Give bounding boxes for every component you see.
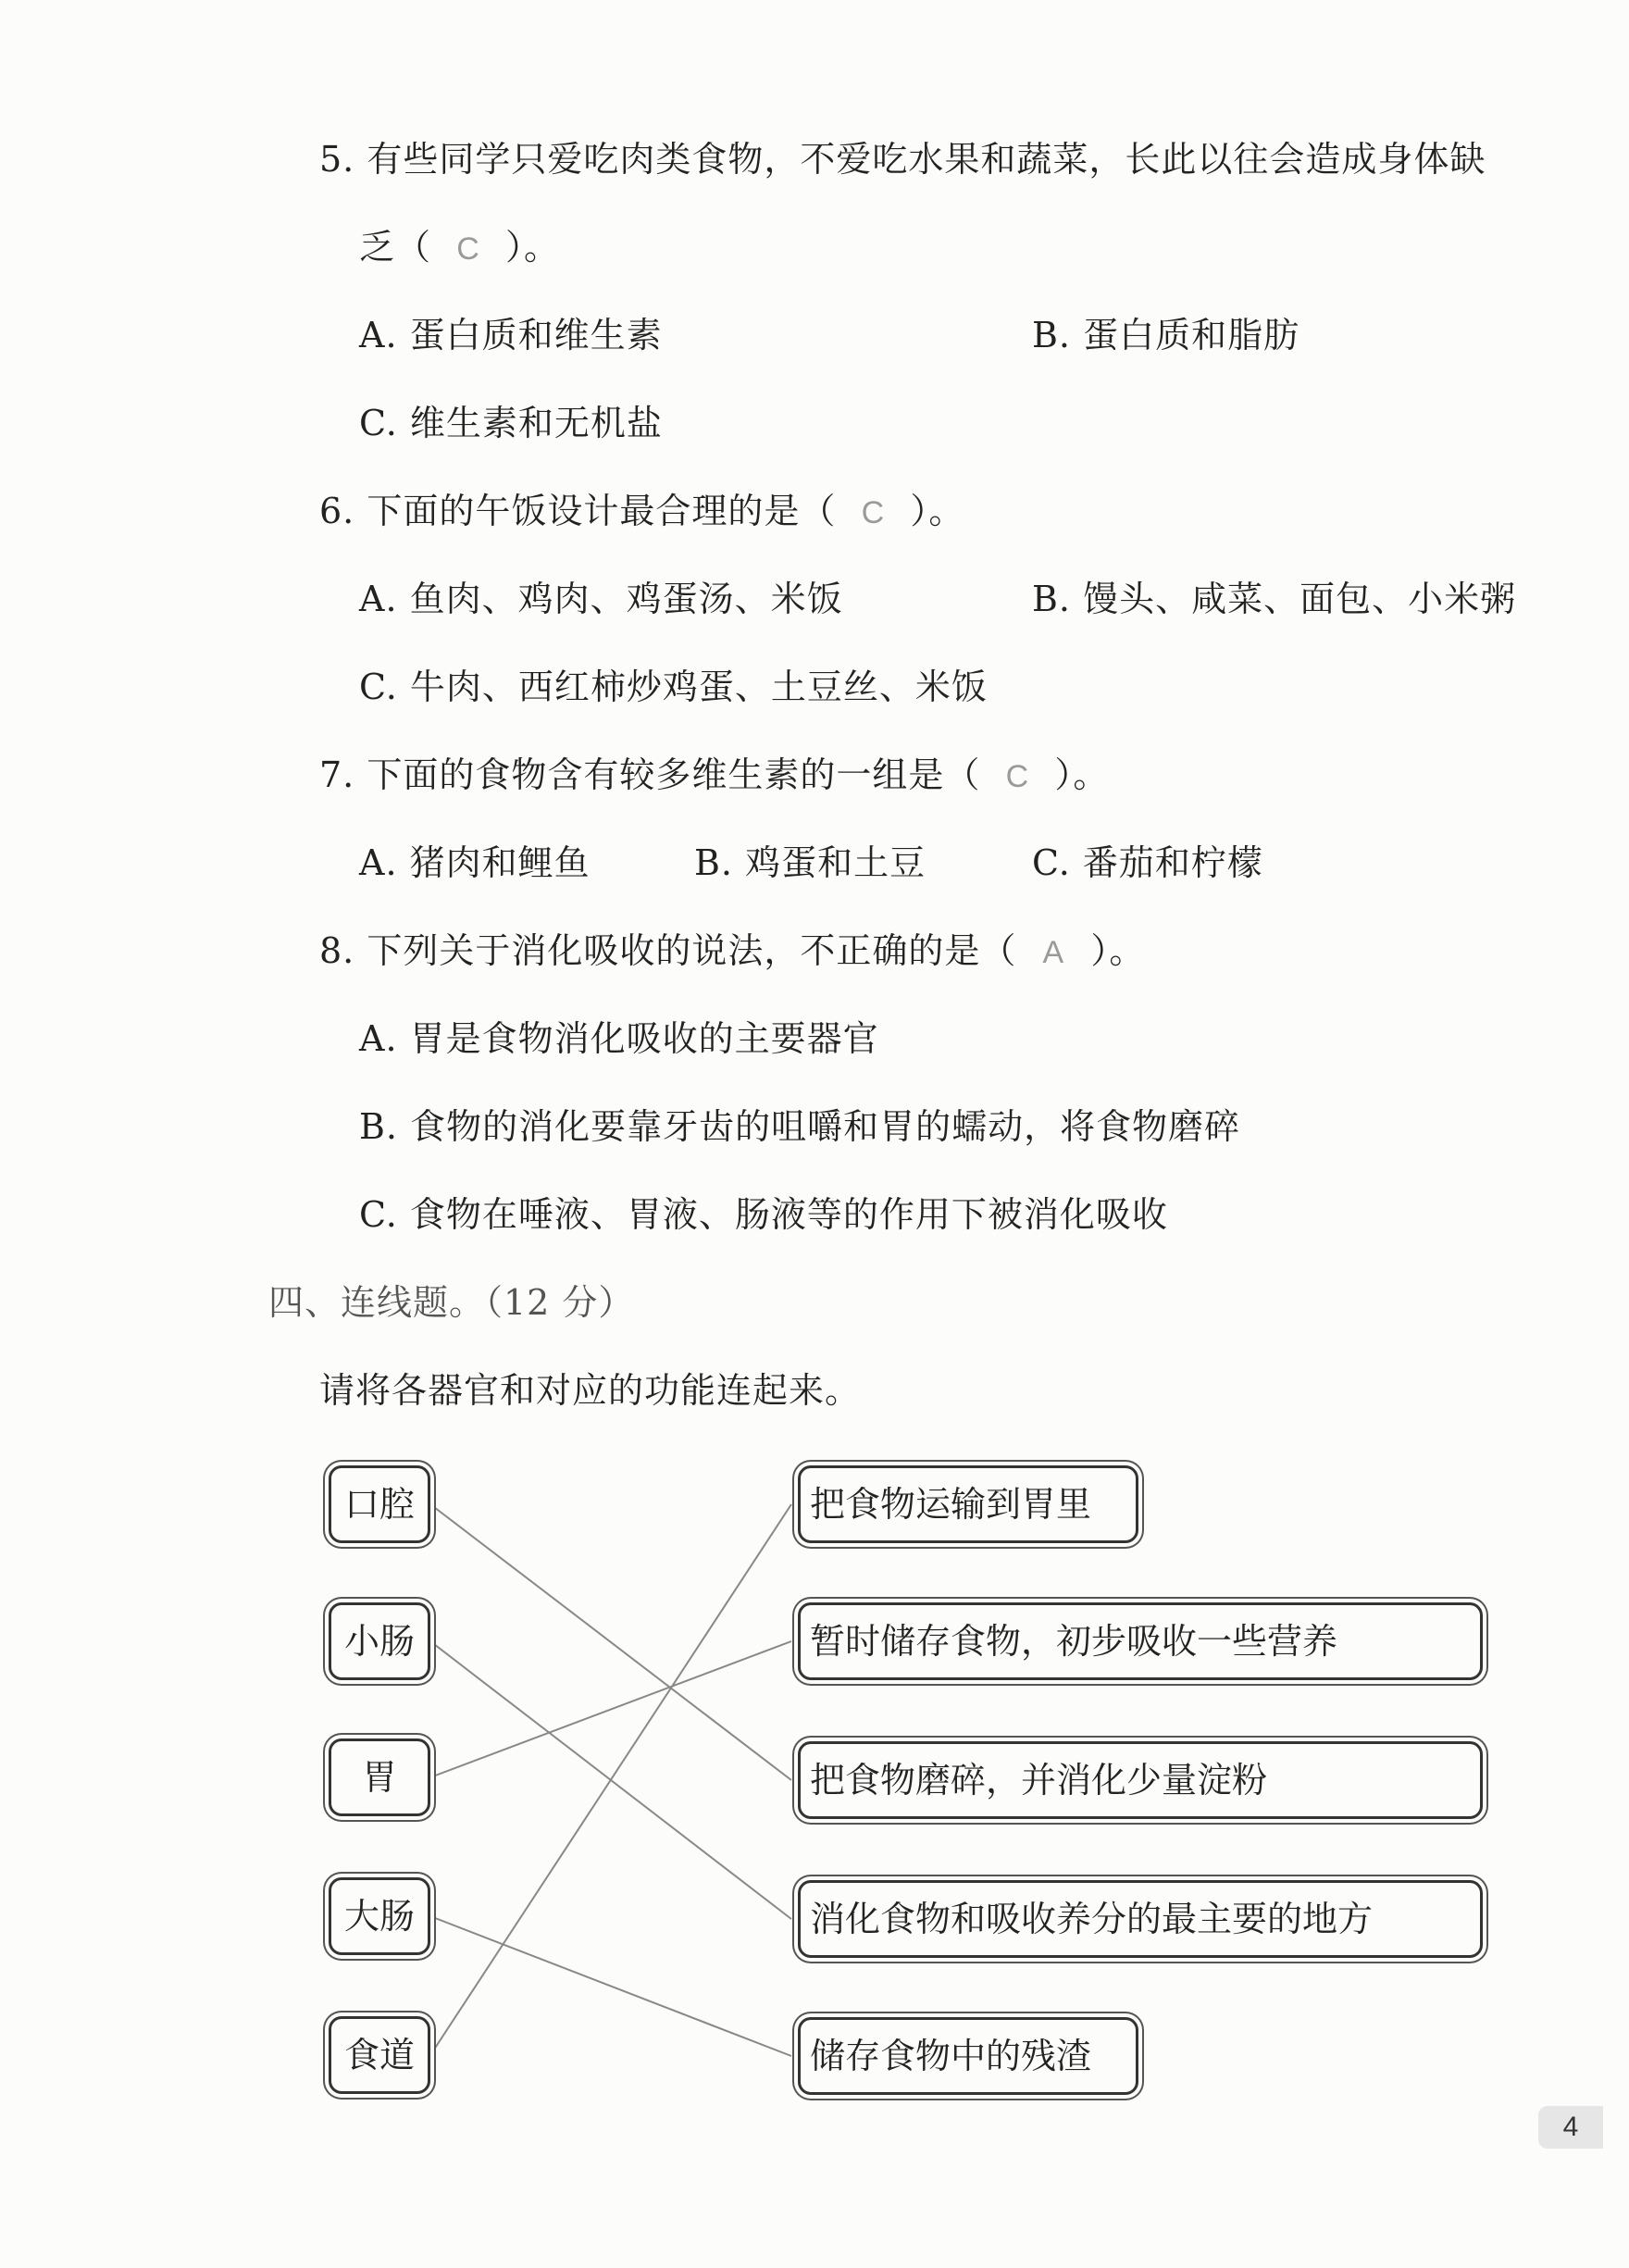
q8-stem-suffix: ）。 — [1090, 930, 1146, 971]
question-5-stem-line1: 5. 有些同学只爱吃肉类食物，不爱吃水果和蔬菜，长此以往会造成身体缺 — [319, 139, 1486, 180]
section-4-title: 四、连线题。（12 分） — [268, 1282, 635, 1323]
q6-option-c: C. 牛肉、西红柿炒鸡蛋、土豆丝、米饭 — [359, 667, 988, 707]
page-number: 4 — [1538, 2106, 1603, 2149]
q7-answer: C — [1005, 759, 1030, 794]
q6-answer: C — [861, 495, 886, 530]
q5-stem-prefix: 乏（ — [359, 227, 432, 268]
q7-stem-prefix: 7. 下面的食物含有较多维生素的一组是（ — [319, 754, 981, 795]
q8-option-b: B. 食物的消化要靠牙齿的咀嚼和胃的蠕动，将食物磨碎 — [359, 1106, 1241, 1147]
function-box-main-absorption[interactable]: 消化食物和吸收养分的最主要的地方 — [798, 1880, 1483, 1958]
q7-option-b: B. 鸡蛋和土豆 — [694, 842, 926, 883]
q8-option-a: A. 胃是食物消化吸收的主要器官 — [359, 1018, 879, 1059]
q5-option-a: A. 蛋白质和维生素 — [359, 315, 663, 355]
q5-answer: C — [456, 231, 480, 267]
function-box-store-residue[interactable]: 储存食物中的残渣 — [798, 2017, 1138, 2095]
q5-stem-suffix: ）。 — [505, 227, 561, 268]
organ-box-stomach[interactable]: 胃 — [329, 1738, 430, 1816]
q6-option-b: B. 馒头、咸菜、面包、小米粥 — [1032, 579, 1517, 619]
q6-option-a: A. 鱼肉、鸡肉、鸡蛋汤、米饭 — [359, 579, 843, 619]
function-box-grind-digest[interactable]: 把食物磨碎，并消化少量淀粉 — [798, 1741, 1483, 1819]
section-4-instruction: 请将各器官和对应的功能连起来。 — [319, 1370, 862, 1411]
organ-box-small-intestine[interactable]: 小肠 — [329, 1602, 430, 1680]
function-box-store-absorb[interactable]: 暂时储存食物，初步吸收一些营养 — [798, 1602, 1483, 1680]
match-line-esophagus — [430, 1504, 791, 2055]
q7-option-a: A. 猪肉和鲤鱼 — [359, 842, 591, 883]
q8-stem-prefix: 8. 下列关于消化吸收的说法，不正确的是（ — [319, 930, 1017, 971]
q7-stem-suffix: ）。 — [1054, 754, 1110, 795]
q6-stem-suffix: ）。 — [910, 491, 965, 531]
organ-box-mouth[interactable]: 口腔 — [329, 1465, 430, 1543]
q6-stem-prefix: 6. 下面的午饭设计最合理的是（ — [319, 491, 837, 531]
match-line-stomach — [430, 1641, 791, 1777]
match-line-mouth — [430, 1504, 791, 1780]
function-box-transport[interactable]: 把食物运输到胃里 — [798, 1465, 1138, 1543]
organ-box-large-intestine[interactable]: 大肠 — [329, 1877, 430, 1955]
q8-option-c: C. 食物在唾液、胃液、肠液等的作用下被消化吸收 — [359, 1194, 1168, 1235]
q7-option-c: C. 番茄和柠檬 — [1032, 842, 1263, 883]
match-line-large-intestine — [430, 1916, 791, 2056]
organ-box-esophagus[interactable]: 食道 — [329, 2016, 430, 2094]
q8-answer: A — [1042, 935, 1065, 970]
q5-option-b: B. 蛋白质和脂肪 — [1032, 315, 1300, 355]
q5-option-c: C. 维生素和无机盐 — [359, 403, 663, 443]
